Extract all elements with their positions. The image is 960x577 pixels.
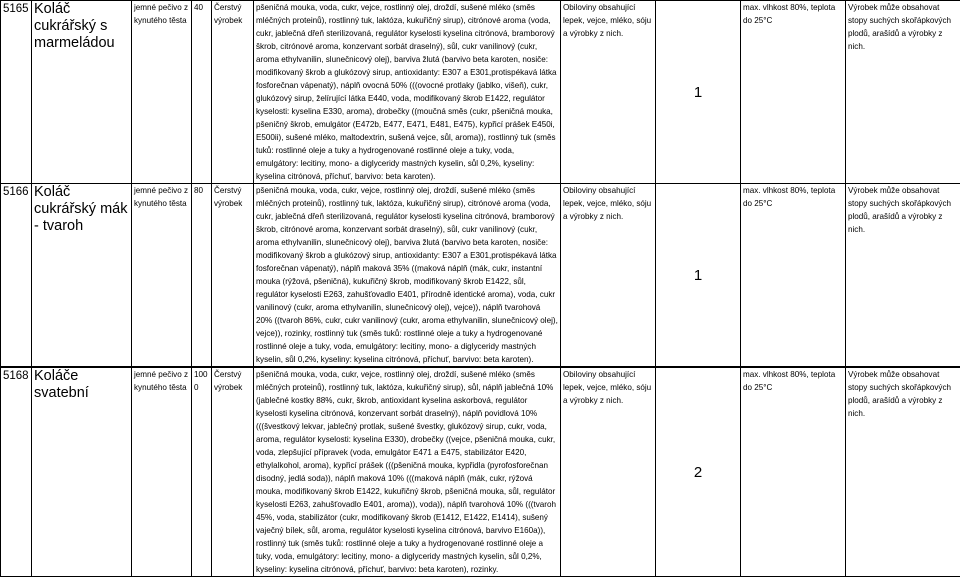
product-code: 5165 [1,1,32,184]
table-row [1,184,960,367]
product-warning: Výrobek může obsahovat stopy suchých skořápkových plodů, arašídů a výrobky z nich. [846,184,960,367]
product-category: jemné pečivo z kynutého těsta [132,184,192,367]
product-weight: 1000 [192,368,212,577]
product-count: 1 [656,1,741,184]
product-count: 2 [656,368,741,577]
product-category: jemné pečivo z kynutého těsta [132,368,192,577]
product-weight: 80 [192,184,212,367]
product-weight: 40 [192,1,212,184]
product-ingredients: pšeničná mouka, voda, cukr, vejce, rostlinný olej, droždí, sušené mléko (směs mléčných proteinů), rostlinný tuk, laktóza, kukuřičný sirup), citrónové aroma (voda, cukr, jablečná dřeň sterilizovaná, regulátor kyselosti kyselina citrónová, bramborový škrob, citrónové aroma, konzervant sorbát draselný), sůl, cukr vanilinový (cukr, aroma ethylvanilin, slunečnicový olej), barviva žlutá (barvivo beta karoten, nosiče: modifikovaný škrob a glukózový sirup, antioxidanty: E307 a E301,protispékavá látka fosforečnan vápenatý), náplň ovocná 50% (((ovocné protlaky (jablko, višeň), cukr, glukózový sirup, želírující látka E440, voda, modifikovaný škrob E1422, regulátor kyselosti: kyselina E330, aroma), drobečky ((moučná směs (cukr, pšeničná mouka, pšeničný škrob, emulgátor (E472b, E477, E471, E481, E475), kypřicí prášek E450i, E500ii), sušené mléko, maltodextrin, sušená vejce, sůl, aroma)), rostlinný tuk (směs tuků: rostlinné oleje a tuky a hydrogenované rostlinné oleje a tuky, voda, emulgátory: lecitiny, mono- a diglyceridy mastných kyselin, sůl 0,2%, kyseliny: kyselina citrónová, příchuť, barvivo: beta karoten). [254,1,561,184]
product-allergens: Obiloviny obsahující lepek, vejce, mléko, sóju a výrobky z nich. [561,1,656,184]
product-type: Čerstvý výrobek [212,368,254,577]
product-storage: max. vlhkost 80%, teplota do 25°C [741,1,846,184]
product-storage: max. vlhkost 80%, teplota do 25°C [741,184,846,367]
product-allergens: Obiloviny obsahující lepek, vejce, mléko, sóju a výrobky z nich. [561,368,656,577]
product-name: Koláč cukrářský s marmeládou [32,1,132,184]
product-ingredients: pšeničná mouka, voda, cukr, vejce, rostlinný olej, droždí, sušené mléko (směs mléčných proteinů), rostlinný tuk, laktóza, kukuřičný sirup), citrónové aroma (voda, cukr, jablečná dřeň sterilizovaná, regulátor kyselosti kyselina citrónová, bramborový škrob, citrónové aroma, konzervant sorbát draselný), sůl, cukr vanilinový (cukr, aroma ethylvanilin, slunečnicový olej), barviva žlutá (barvivo beta karoten, nosiče: modifikovaný škrob a glukózový sirup, antioxidanty: E307 a E301,protispékavá látka fosforečnan vápenatý), náplň maková 35% ((maková náplň (mák, cukr, instantní mouka (rýžová, pšeničná), kukuřičný škrob, modifikovaný škrob E1422, sůl, regulátor kyselosti E263, zahušťovadlo E401, přírodně identické aroma), voda, cukr vanilinový (cukr, aroma ethylvanilin, slunečnicový olej), vejce)), náplň tvarohová 20% ((tvaroh 86%, cukr, cukr vanilinový (cukr, aroma ethylvanilin, slunečnicový olej), vejce)), rozinky, rostlinný tuk (směs tuků: rostlinné oleje a tuky a hydrogenované rostlinné oleje a tuky, voda, emulgátory: lecitiny, mono- a diglyceridy mastných kyselin, sůl 0,2%, kyseliny: kyselina citrónová, příchuť, barvivo: beta karoten). [254,184,561,367]
product-count: 1 [656,184,741,367]
table-row [1,1,960,184]
product-warning: Výrobek může obsahovat stopy suchých skořápkových plodů, arašídů a výrobky z nich. [846,1,960,184]
product-warning: Výrobek může obsahovat stopy suchých skořápkových plodů, arašídů a výrobky z nich. [846,368,960,577]
product-storage: max. vlhkost 80%, teplota do 25°C [741,368,846,577]
product-name: Koláč cukrářský mák - tvaroh [32,184,132,367]
product-code: 5168 [1,368,32,577]
product-category: jemné pečivo z kynutého těsta [132,1,192,184]
product-ingredients: pšeničná mouka, voda, cukr, vejce, rostlinný olej, droždí, sušené mléko (směs mléčných proteinů), rostlinný tuk, laktóza, kukuřičný sirup), sůl, náplň jablečná 10% (jablečné kostky 88%, cukr, škrob, antioxidant kyselina askorbová, regulátor kyselosti kyselina citrónová, konzervant sorbát draselný), náplň povidlová 10% (((švestkový lekvar, jablečný protlak, sušené švestky, glukózový sirup, cukr, voda, aroma, regulátor kyselosti: kyselina E330), drobečky ((vejce, pšeničná mouka, cukr, voda, zlepšující přípravek (voda, emulgátor E471 a E475, stabilizátor E420, ethylalkohol, aroma), kypřicí prášek (((pšeničná mouka, kypřidla (pyrofosforečnan disodný, jedlá soda)), náplň maková 10% (((maková náplň (mák, cukr, rýžová mouka, modifikovaný škrob E1422, kukuřičný škrob, pšeničná mouka, sůl, regulátor kyselosti E263, zahušťovadlo E401, aroma)), voda)), náplň tvarohová 10% (((tvaroh 45%, voda, stabilizátor (cukr, modifikovaný škrob (E1412, E1422, E1414), sušený vaječný bílek, sůl, aroma, regulátor kyselosti kyselina citrónová, barvivo E160a)), rostlinný tuk (směs tuků: rostlinné oleje a tuky a hydrogenované rostlinné oleje a tuky, voda, emulgátory: lecitiny, mono- a diglyceridy mastných kyselin, sůl 0,2%, kyseliny: kyselina citrónová, příchuť, barvivo: beta karoten), rozinky. [254,368,561,577]
product-type: Čerstvý výrobek [212,184,254,367]
table-row [1,368,960,577]
product-type: Čerstvý výrobek [212,1,254,184]
product-name: Koláče svatební [32,368,132,577]
product-allergens: Obiloviny obsahující lepek, vejce, mléko, sóju a výrobky z nich. [561,184,656,367]
product-code: 5166 [1,184,32,367]
